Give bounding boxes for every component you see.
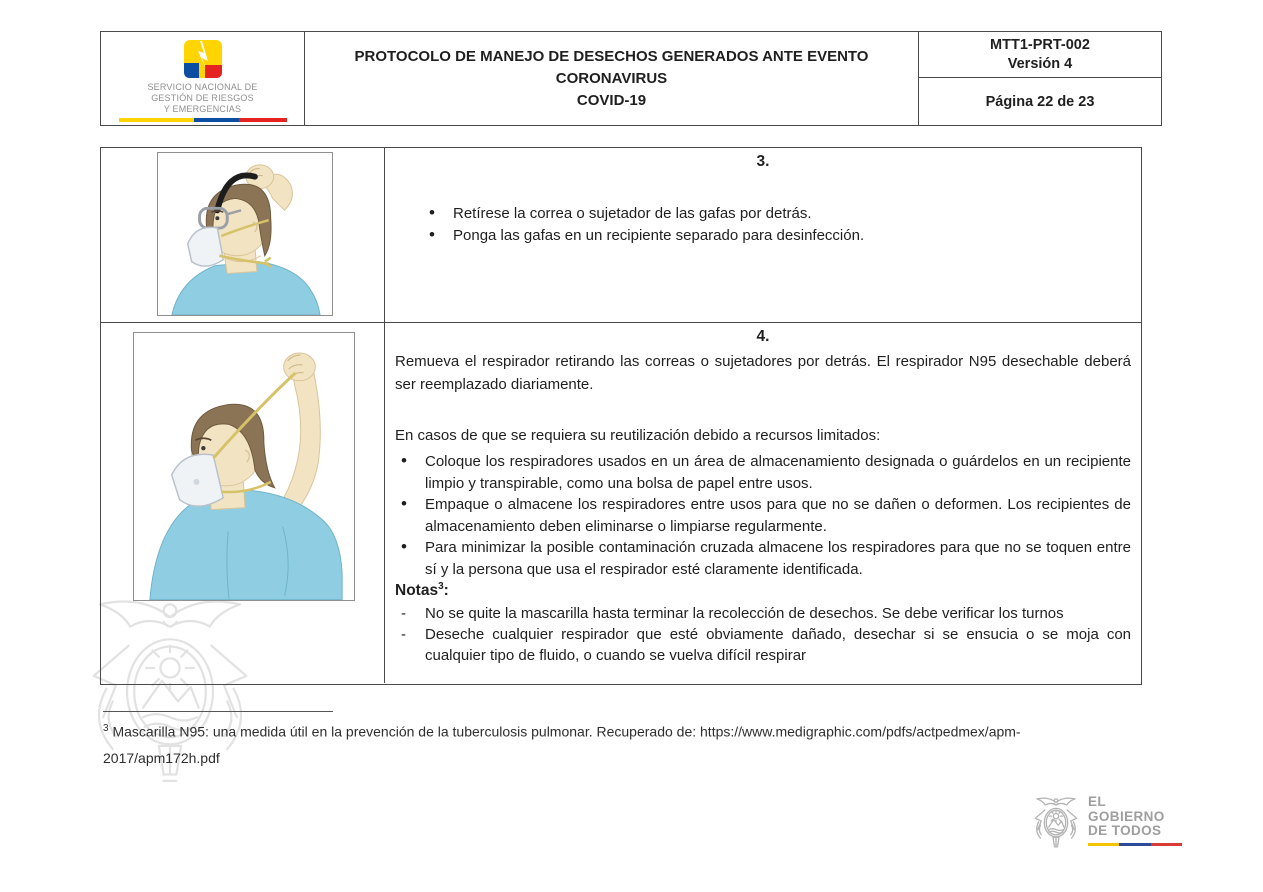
respirator-removal-illustration <box>133 332 355 601</box>
step4-row <box>101 323 1141 683</box>
gov-tricolor-stripe <box>1088 843 1182 846</box>
bullet-item: • Empaque o almacene los respiradores entre usos para que no se dañen o deformen. Los recipientes de almacenamiento deben eliminarse o limpiarse regularmente. <box>395 494 1131 537</box>
page-number-cell <box>919 78 1161 125</box>
gov-logo-text <box>1088 795 1182 846</box>
notes-label: Notas <box>395 582 439 600</box>
note-item: - No se quite la mascarilla hasta terminar la recolección de desechos. Se debe verificar los turnos <box>395 603 1131 624</box>
note-item: - Deseche cualquier respirador que esté obviamente dañado, desechar si se ensucia o se moja con cualquier tipo de fluido, o cuando se vuelva difícil respirar <box>395 624 1131 666</box>
org-name-line3: Y EMERGENCIAS <box>163 104 242 114</box>
document-title <box>305 32 919 125</box>
document-header-table <box>100 31 1162 126</box>
reuse-intro: En casos de que se requiera su reutilización debido a recursos limitados: <box>395 427 881 444</box>
notes-colon: : <box>443 582 449 600</box>
gov-crest-icon <box>1030 795 1082 852</box>
gov-text-line1: EL <box>1088 794 1107 809</box>
doc-code: MTT1-PRT-002 <box>990 36 1090 53</box>
step3-text-cell <box>385 148 1141 322</box>
footnote-separator <box>103 711 333 712</box>
gov-text-line3: DE TODOS <box>1088 823 1162 838</box>
gov-logo <box>1030 795 1182 852</box>
notes-footnote-marker: 3 <box>438 581 444 592</box>
footnote-text-line1: Mascarilla N95: una medida útil en la prevención de la tuberculosis pulmonar. Recuperado de: https://www.medigraphic.com/pdfs/actpedmex/apm- <box>112 723 1021 740</box>
bullet-item: • Ponga las gafas en un recipiente separado para desinfección. <box>423 225 1131 247</box>
bullet-item: • Coloque los respiradores usados en un área de almacenamiento designada o guárdelos en un recipiente limpio y transpirable, como una bolsa de papel entre usos. <box>395 451 1131 494</box>
step4-text-cell <box>385 323 1141 683</box>
step4-heading: 4. <box>756 328 770 345</box>
reuse-bullet-list <box>395 451 1131 580</box>
document-meta-cell <box>919 32 1161 125</box>
page-number: Página 22 de 23 <box>985 93 1095 110</box>
org-name-line2: GESTIÓN DE RIESGOS <box>151 93 254 103</box>
document-title-line1: PROTOCOLO DE MANEJO DE DESECHOS GENERADOS ANTE EVENTO CORONAVIRUS <box>354 47 869 87</box>
org-logo-cell <box>101 32 305 125</box>
bullet-item: • Para minimizar la posible contaminación cruzada almacene los respiradores para que no se toquen entre sí y la persona que usa el respirador esté claramente identificada. <box>395 537 1131 580</box>
step3-image-cell <box>101 148 385 322</box>
notes-heading <box>395 581 1131 600</box>
bullet-item: • Retírese la correa o sujetador de las gafas por detrás. <box>423 203 1131 225</box>
doc-version: Versión 4 <box>1007 55 1073 72</box>
footnote-text-line2: 2017/apm172h.pdf <box>103 749 220 766</box>
goggles-removal-illustration <box>157 152 333 316</box>
brand-tricolor-stripe <box>119 118 287 122</box>
step3-bullet-list <box>423 203 1131 247</box>
document-title-line2: COVID-19 <box>576 91 647 109</box>
sngre-logo-icon <box>183 39 223 79</box>
step3-heading: 3. <box>756 153 770 170</box>
step4-paragraph: Remueva el respirador retirando las correas o sujetadores por detrás. El respirador N95 desechable deberá ser reemplazado diariamente. <box>395 353 1131 393</box>
notes-list <box>395 603 1131 666</box>
org-name <box>147 82 257 115</box>
footnote-marker: 3 <box>103 723 109 734</box>
gov-text-line2: GOBIERNO <box>1088 808 1165 824</box>
step4-image-cell <box>101 323 385 683</box>
doc-code-cell <box>919 32 1161 78</box>
footnote <box>103 716 1151 771</box>
procedure-table <box>100 147 1142 685</box>
step3-row <box>101 148 1141 323</box>
org-name-line1: SERVICIO NACIONAL DE <box>147 82 258 92</box>
